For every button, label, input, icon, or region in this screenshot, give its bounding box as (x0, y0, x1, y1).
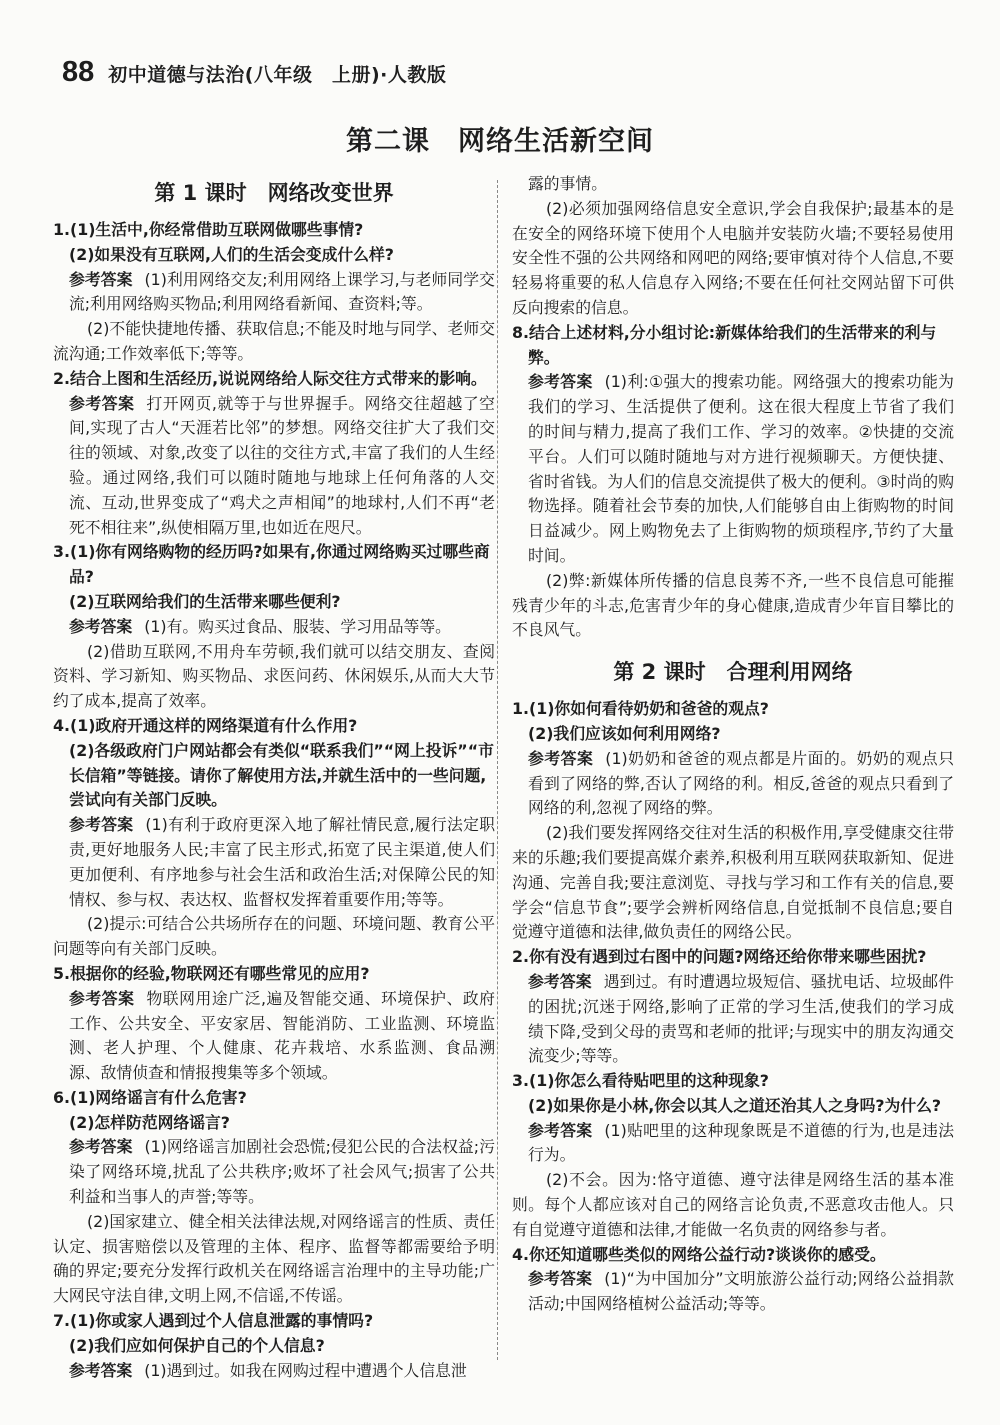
r-question-1b: (2)我们应该如何利用网络? (528, 723, 721, 743)
answer-1-2: (2)不能快捷地传播、获取信息;不能及时地与同学、老师交流沟通;工作效率低下;等等。 (53, 319, 495, 363)
book-title: 初中道德与法治(八年级 上册)·人教版 (108, 64, 447, 86)
answer-label: 参考答案 (528, 748, 594, 768)
answer-label: 参考答案 (528, 372, 593, 392)
r-answer-2: 参考答案 遇到过。有时遭遇垃圾短信、骚扰电话、垃圾邮件的困扰;沉迷于网络,影响了正常的学习生活,使我们的学习成绩下降,受到父母的责骂和老师的批评;与现实中的朋友沟通交流变少;等等。 (528, 971, 954, 1066)
answer-label: 参考答案 (69, 815, 134, 835)
r-question-3b: (2)如果你是小林,你会以其人之道还治其人之身吗?为什么? (528, 1095, 942, 1115)
question-6a: 6.(1)网络谣言有什么危害? (53, 1087, 247, 1107)
question-5: 5.根据你的经验,物联网还有哪些常见的应用? (53, 963, 370, 983)
question-1a: 1.(1)生活中,你经常借助互联网做哪些事情? (53, 220, 364, 239)
answer-label: 参考答案 (69, 616, 133, 636)
r-answer-1-1: 参考答案 (1)奶奶和爸爸的观点都是片面的。奶奶的观点只看到了网络的弊,否认了网络的利。相反,爸爸的观点只看到了网络的利,忽视了网络的弊。 (528, 748, 954, 818)
answer-7-1: 参考答案 (1)遇到过。如我在网购过程中遭遇个人信息泄 (69, 1360, 467, 1380)
answer-6-1: 参考答案 (1)网络谣言加剧社会恐慌;侵犯公民的合法权益;污染了网络环境,扰乱了公共秩序;败坏了社会风气;损害了公共利益和当事人的声誉;等等。 (69, 1137, 495, 1207)
answer-1-1: 参考答案 (1)利用网络交友;利用网络上课学习,与老师同学交流;利用网络购买物品;利用网络看新闻、查资料;等。 (69, 269, 495, 314)
right-column (512, 172, 954, 1317)
r-answer-3-2: (2)不会。因为:恪守道德、遵守法律是网络生活的基本准则。每个人都应该对自己的网络言论负责,不恶意攻击他人。只有自觉遵守道德和法律,才能做一名负责的网络参与者。 (512, 1170, 954, 1239)
answer-label: 参考答案 (69, 1360, 133, 1380)
question-8: 8.结合上述材料,分小组讨论:新媒体给我们的生活带来的利与弊。 (512, 322, 937, 367)
answer-2: 参考答案 打开网页,就等于与世界握手。网络交往超越了空间,实现了古人“天涯若比邻”的梦想。网络交往扩大了我们交往的领域、对象,改变了以往的交往方式,丰富了我们的人生经验。通过网络,我们可以随时随地与地球上任何角落的人交流、互动,世界变成了“鸡犬之声相闻”的地球村,人们不再“老死不相往来”,纵使相隔万里,也如近在咫尺。 (69, 393, 495, 537)
answer-label: 参考答案 (69, 393, 135, 413)
answer-label: 参考答案 (528, 1120, 593, 1140)
left-column (53, 178, 495, 1383)
r-answer-4: 参考答案 (1)“为中国加分”文明旅游公益行动;网络公益捐款活动;中国网络植树公益活动;等等。 (528, 1269, 954, 1314)
answer-3-2: (2)借助互联网,不用舟车劳顿,我们就可以结交朋友、查阅资料、学习新知、购买物品、求医问药、休闲娱乐,从而大大节约了成本,提高了效率。 (53, 641, 495, 711)
answer-label: 参考答案 (528, 971, 592, 991)
question-4a: 4.(1)政府开通这样的网络渠道有什么作用? (53, 715, 358, 735)
answer-8-2: (2)弊:新媒体所传播的信息良莠不齐,一些不良信息可能摧残青少年的斗志,危害青少年的身心健康,造成青少年盲目攀比的不良风气。 (512, 570, 954, 640)
page-header (62, 56, 446, 96)
question-1b: (2)如果没有互联网,人们的生活会变成什么样? (69, 244, 394, 264)
answer-8-1: 参考答案 (1)利:①强大的搜索功能。网络强大的搜索功能为我们的学习、生活提供了便利。这在很大程度上节省了我们的时间与精力,提高了我们工作、学习的效率。②快捷的交流平台。人们可以随时随地与对方进行视频聊天。方便快捷、省时省钱。为人们的信息交流提供了极大的便利。③时尚的购物选择。随着社会节奏的加快,人们能够自由上街购物的时间日益减少。网上购物免去了上街购物的烦琐程序,节约了大量时间。 (528, 372, 954, 565)
r-answer-3-1: 参考答案 (1)贴吧里的这种现象既是不道德的行为,也是违法行为。 (528, 1120, 954, 1165)
answer-label: 参考答案 (69, 1137, 133, 1157)
answer-6-2: (2)国家建立、健全相关法律法规,对网络谣言的性质、责任认定、损害赔偿以及管理的主体、程序、监督等都需要给予明确的界定;要充分发挥行政机关在网络谣言治理中的主导功能;广大网民守法自律,文明上网,不信谣,不传谣。 (53, 1211, 495, 1306)
question-3a: 3.(1)你有网络购物的经历吗?如果有,你通过网络购买过哪些商品? (53, 542, 490, 587)
question-3b: (2)互联网给我们的生活带来哪些便利? (69, 591, 341, 611)
r-answer-1-2: (2)我们要发挥网络交往对生活的积极作用,享受健康交往带来的乐趣;我们要提高媒介素养,积极利用互联网获取新知、促进沟通、完善自我;要注意浏览、寻找与学习和工作有关的信息,要学会“信息节食”;要学会辨析网络信息,自觉抵制不良信息;要自觉遵守道德和法律,做负责任的网络公民。 (512, 823, 954, 942)
question-7b: (2)我们应如何保护自己的个人信息? (69, 1335, 325, 1355)
answer-7-1-continued: 露的事情。 (528, 174, 607, 193)
r-question-4: 4.你还知道哪些类似的网络公益行动?谈谈你的感受。 (512, 1244, 886, 1264)
answer-5: 参考答案 物联网用途广泛,遍及智能交通、环境保护、政府工作、公共安全、平安家居、智能消防、工业监测、环境监测、老人护理、个人健康、花卉栽培、水系监测、食品溯源、敌情侦查和情报搜集等多个领域。 (69, 988, 495, 1083)
column-divider (497, 180, 498, 1360)
answer-3-1: 参考答案 (1)有。购买过食品、服装、学习用品等等。 (69, 616, 451, 636)
r-question-3a: 3.(1)你怎么看待贴吧里的这种现象? (512, 1071, 769, 1091)
answer-label: 参考答案 (69, 269, 133, 289)
section-title-1: 第 1 课时 网络改变世界 (154, 181, 394, 205)
r-question-2: 2.你有没有遇到过右图中的问题?网络还给你带来哪些困扰? (512, 947, 927, 967)
lesson-title: 第二课 网络生活新空间 (346, 126, 654, 157)
answer-label: 参考答案 (528, 1269, 593, 1289)
answer-label: 参考答案 (69, 988, 135, 1008)
question-7a: 7.(1)你或家人遇到过个人信息泄露的事情吗? (53, 1311, 374, 1331)
answer-4-1: 参考答案 (1)有利于政府更深入地了解社情民意,履行法定职责,更好地服务人民;丰富了民主形式,拓宽了民主渠道,使人们更加便利、有序地参与社会生活和政治生活;对保障公民的知情权、参与权、表达权、监督权发挥着重要作用;等等。 (69, 815, 495, 909)
page-number: 88 (62, 56, 95, 88)
answer-4-2: (2)提示:可结合公共场所存在的问题、环境问题、教育公平问题等向有关部门反映。 (53, 914, 495, 959)
question-6b: (2)怎样防范网络谣言? (69, 1112, 230, 1132)
r-question-1a: 1.(1)你如何看待奶奶和爸爸的观点? (512, 699, 769, 719)
question-2: 2.结合上图和生活经历,说说网络给人际交往方式带来的影响。 (53, 368, 487, 388)
answer-7-2: (2)必须加强网络信息安全意识,学会自我保护;最基本的是在安全的网络环境下使用个人电脑并安装防火墙;不要轻易使用安全性不强的公共网络和网吧的网络;要审慎对待个人信息,不要轻易将重要的私人信息存入网络;不要在任何社交网站留下可供反向搜索的信息。 (512, 198, 954, 317)
section-title-2: 第 2 课时 合理利用网络 (613, 660, 853, 685)
question-4b: (2)各级政府门户网站都会有类似“联系我们”“网上投诉”“市长信箱”等链接。请你了解使用方法,并就生活中的一些问题,尝试向有关部门反映。 (69, 740, 494, 810)
